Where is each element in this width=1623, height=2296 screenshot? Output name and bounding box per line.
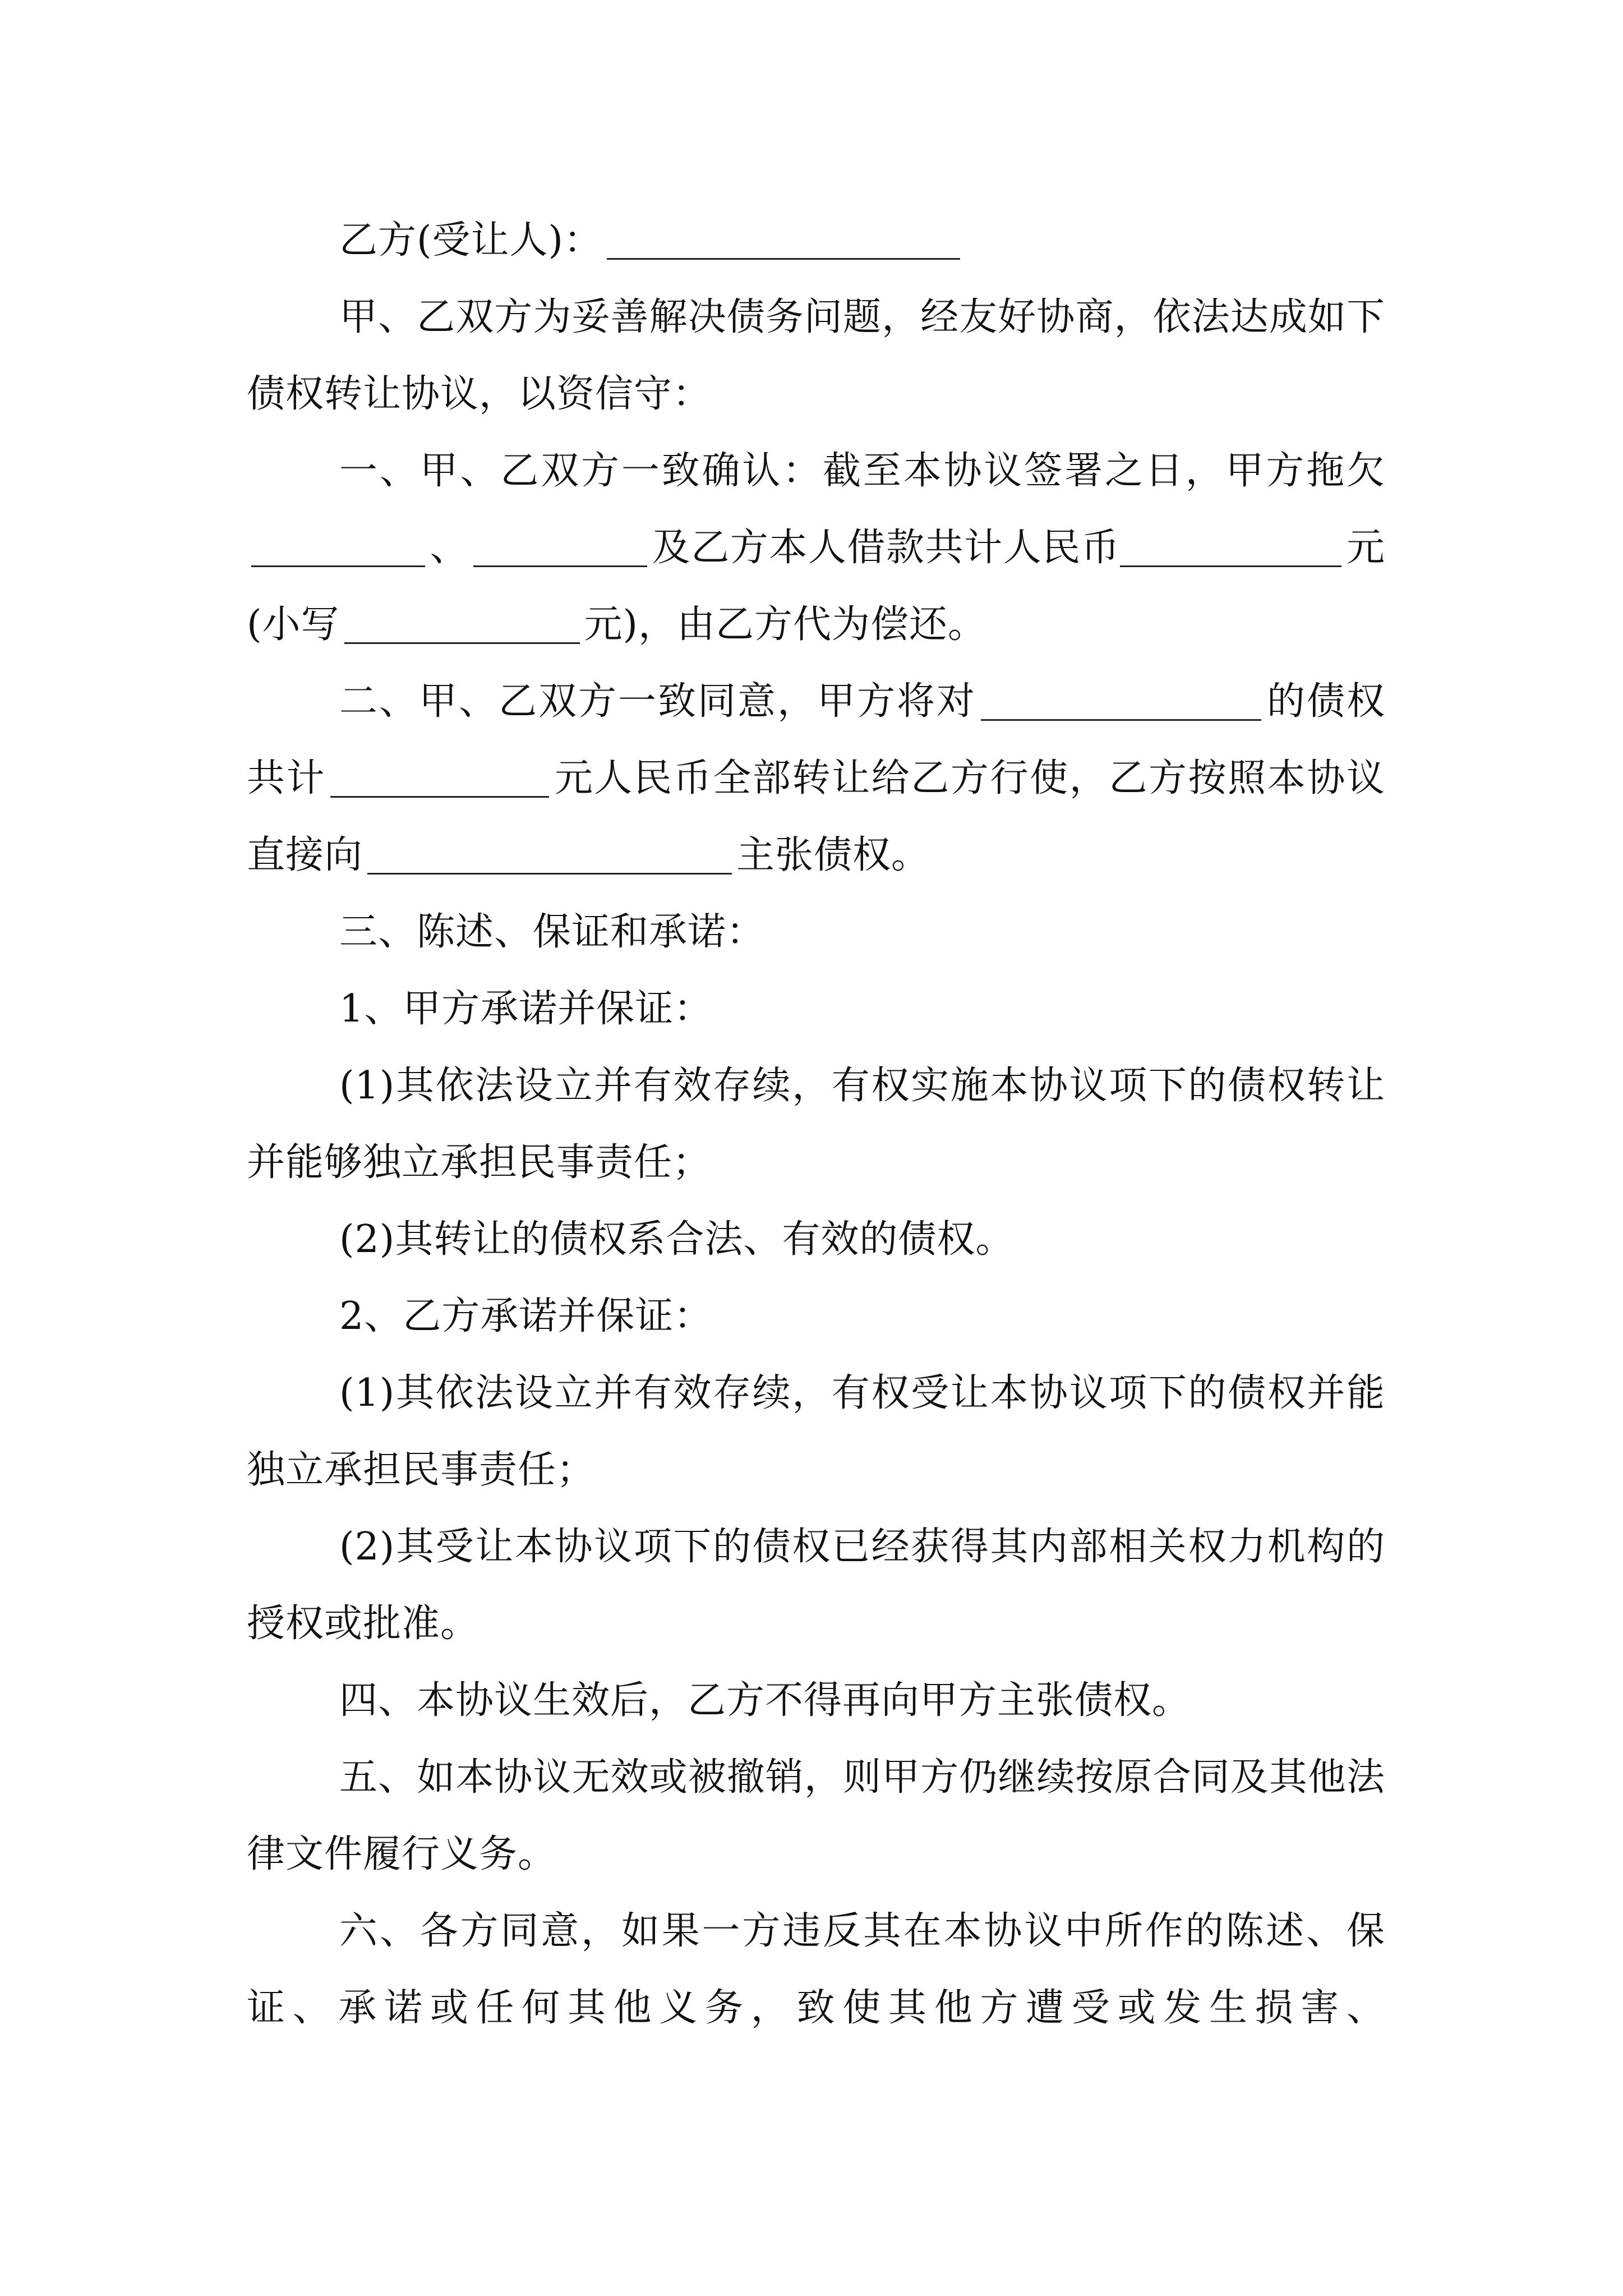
intro-paragraph: 甲、乙双方为妥善解决债务问题，经友好协商，依法达成如下债权转让协议，以资信守： <box>247 295 1385 416</box>
clause-2-text-c: 元人民币全部转让给乙方行使，乙方按照本协议直接向 <box>247 756 1385 877</box>
clause-3-1-b: (2)其转让的债权系合法、有效的债权。 <box>339 1217 1015 1262</box>
clause-1-text-b: 及乙方本人借款共计人民币 <box>652 526 1121 570</box>
clause-3-1-a: (1)其依法设立并有效存续，有权实施本协议项下的债权转让并能够独立承担民事责任； <box>247 1064 1385 1185</box>
clause-3-2-a: (1)其依法设立并有效存续，有权受让本协议项下的债权并能独立承担民事责任； <box>247 1371 1385 1492</box>
clause-1-text-a: 一、甲、乙双方一致确认：截至本协议签署之日，甲方拖欠 <box>339 449 1385 493</box>
clause-6: 六、各方同意，如果一方违反其在本协议中所作的陈述、保证、承诺或任何其他义务，致使其他方遭受或发生损害、 <box>247 1909 1385 2030</box>
clause-3-1-title: 1、甲方承诺并保证： <box>339 987 713 1031</box>
clause-3-title: 三、陈述、保证和承诺： <box>339 910 766 954</box>
clause-2-text-a: 二、甲、乙双方一致同意，甲方将对 <box>339 679 976 724</box>
party-b-blank <box>607 220 960 260</box>
party-b-label: 乙方(受让人)： <box>339 218 603 263</box>
clause-1-text-d: 元)，由乙方代为偿还。 <box>584 602 987 647</box>
clause-1-amount-blank <box>1120 527 1341 567</box>
clause-1-amount-small-blank <box>344 604 580 644</box>
clause-1-text-c: 元(小写 <box>247 526 1385 647</box>
document-body <box>247 202 1385 2046</box>
clause-3-2-title: 2、乙方承诺并保证： <box>339 1294 713 1338</box>
clause-2-text-b: 的债权共计 <box>247 679 1385 800</box>
clause-1-debtor-blank-1 <box>251 527 425 567</box>
clause-3-2-b: (2)其受让本协议项下的债权已经获得其内部相关权力机构的授权或批准。 <box>247 1525 1385 1646</box>
clause-2-text-d: 主张债权。 <box>736 833 930 877</box>
party-b-line <box>247 202 1385 279</box>
clause-2-target-blank <box>367 835 732 875</box>
clause-1-separator: 、 <box>430 526 469 570</box>
clause-2-amount-blank <box>330 758 549 798</box>
clause-5: 五、如本协议无效或被撤销，则甲方仍继续按原合同及其他法律文件履行义务。 <box>247 1755 1385 1876</box>
clause-4: 四、本协议生效后，乙方不得再向甲方主张债权。 <box>339 1678 1191 1723</box>
clause-2 <box>247 663 1385 894</box>
clause-2-debtor-blank <box>981 681 1261 721</box>
clause-1-debtor-blank-2 <box>473 527 647 567</box>
clause-1 <box>247 432 1385 663</box>
